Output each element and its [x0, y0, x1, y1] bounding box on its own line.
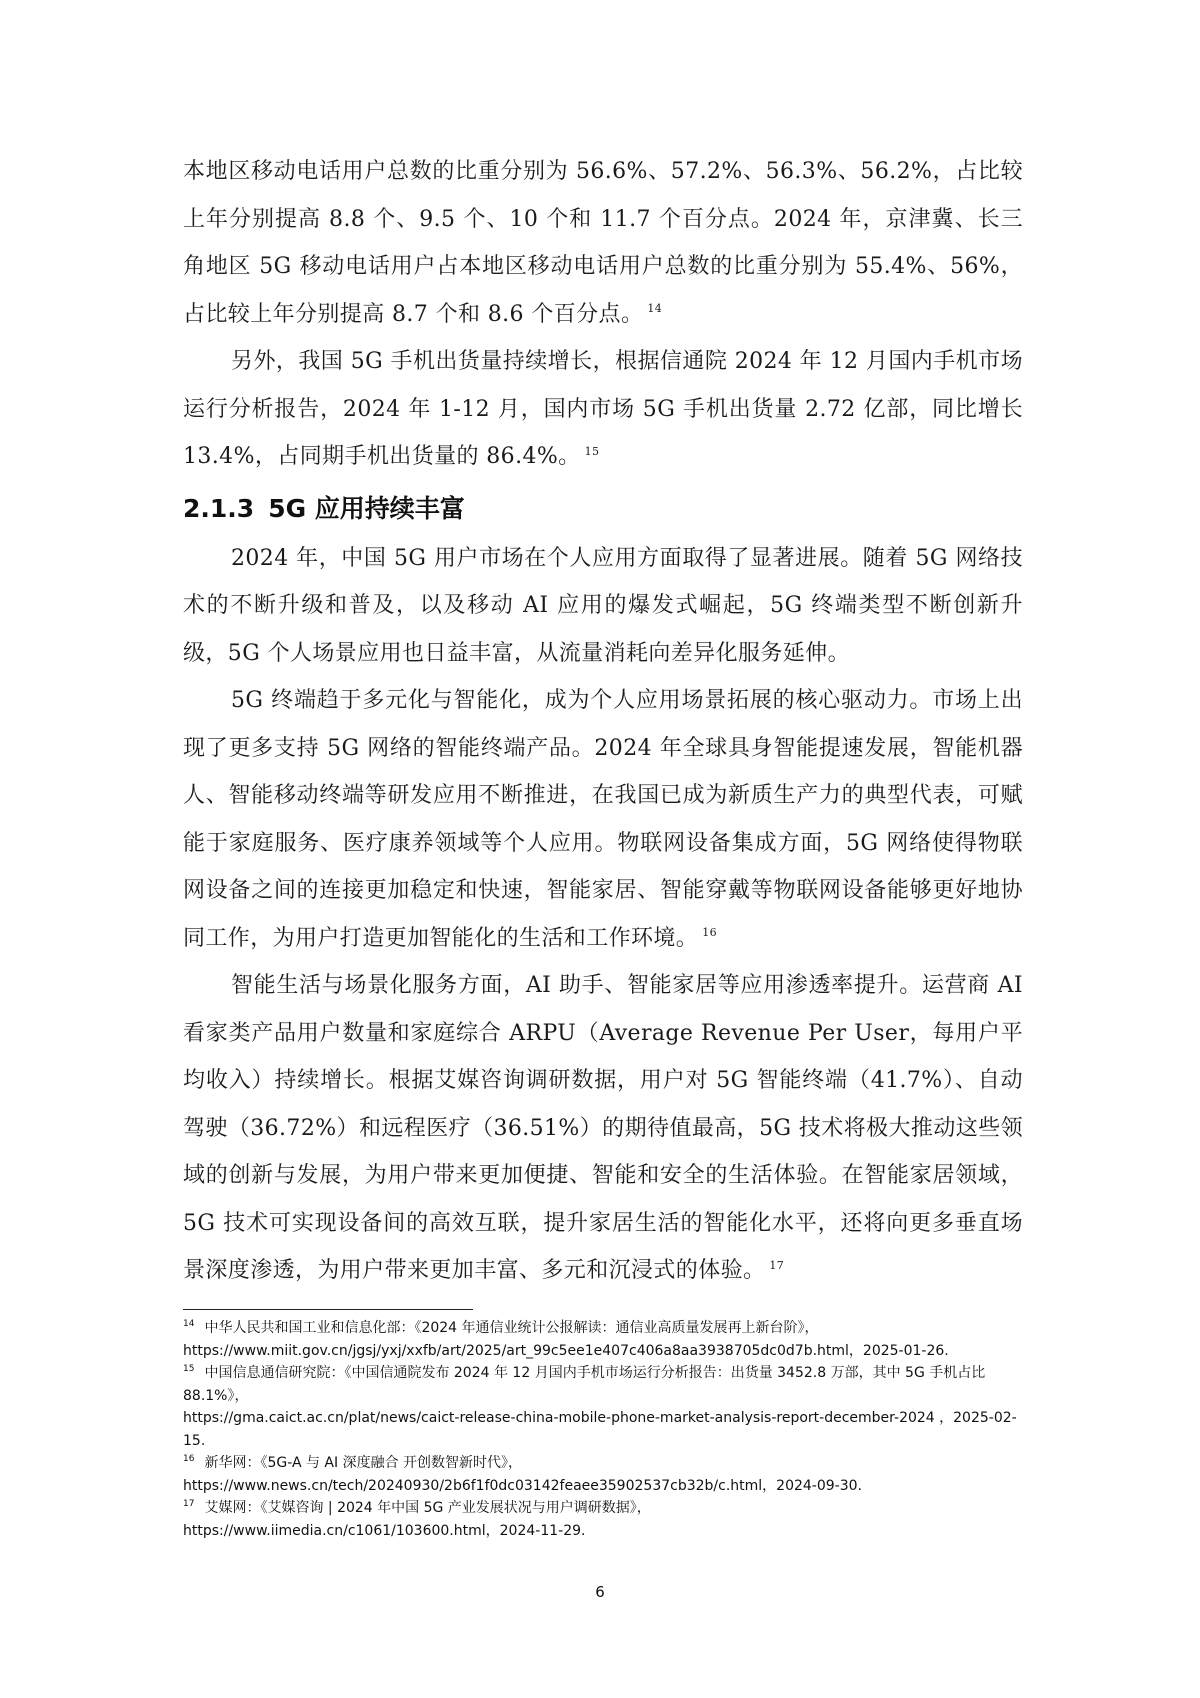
section-heading — [183, 483, 1023, 535]
footnote-number: 16 — [183, 1454, 195, 1465]
footnote-number: 17 — [183, 1499, 195, 1510]
paragraph-smart-living: 智能生活与场景化服务方面，AI 助手、智能家居等应用渗透率提升。运营商 AI 看家类产品用户数量和家庭综合 ARPU（Average Revenue Per User，每用户平均收入）持续增长。根据艾媒咨询调研数据，用户对 5G 智能终端（41.7%）、自动驾驶（36.72%）和远程医疗（36.51%）的期待值最高，5G 技术将极大推动这些领域的创新与发展，为用户带来更加便捷、智能和安全的生活体验。在智能家居领域，5G 技术可实现设备间的高效互联，提升家居生活的智能化水平，还将向更多垂直场景深度渗透，为用户带来更加丰富、多元和沉浸式的体验。 $^{17}$ — [183, 973, 1023, 1283]
footnote-ref-15[interactable]: 15 — [584, 444, 600, 458]
footnote-number: 15 — [183, 1364, 195, 1375]
footnote-text: 中国信息通信研究院：《中国信通院发布 2024 年 12 月国内手机市场运行分析报告：出货量 3452.8 万部，其中 5G 手机占比 88.1%》， — [183, 1365, 986, 1404]
footnotes — [183, 1317, 1023, 1542]
footnote-17 — [183, 1497, 1023, 1542]
footnote-link[interactable]: https://gma.caict.ac.cn/plat/news/caict-release-china-mobile-phone-market-analysis-report-december-2024 ，2025-02-15. — [183, 1410, 1017, 1449]
footnote-text: 艾媒网：《艾媒咨询 | 2024 年中国 5G 产业发展状况与用户调研数据》， — [204, 1500, 651, 1516]
footnote-divider — [183, 1309, 473, 1310]
footnote-text: 新华网：《5G-A 与 AI 深度融合 开创数智新时代》， — [204, 1455, 523, 1471]
paragraph-user-share: 本地区移动电话用户总数的比重分别为 56.6%、57.2%、56.3%、56.2%，占比较上年分别提高 8.8 个、9.5 个、10 个和 11.7 个百分点。2024 年，京津冀、长三角地区 5G 移动电话用户占本地区移动电话用户总数的比重分别为 55.4%、56%，占比较上年分别提高 8.7 个和 8.6 个百分点。 $^{14}$ — [183, 159, 1023, 327]
section-number: 2.1.3 — [183, 493, 255, 523]
paragraph-smart-terminals: 5G 终端趋于多元化与智能化，成为个人应用场景拓展的核心驱动力。市场上出现了更多支持 5G 网络的智能终端产品。2024 年全球具身智能提速发展，智能机器人、智能移动终端等研发应用不断推进，在我国已成为新质生产力的典型代表，可赋能于家庭服务、医疗康养领域等个人应用。物联网设备集成方面，5G 网络使得物联网设备之间的连接更加稳定和快速，智能家居、智能穿戴等物联网设备能够更好地协同工作，为用户打造更加智能化的生活和工作环境。 $^{16}$ — [183, 688, 1023, 951]
footnote-link[interactable]: https://www.miit.gov.cn/jgsj/yxj/xxfb/art/2025/art_99c5ee1e407c406a8aa3938705dc0d7b.html，2025-01-26. — [183, 1342, 949, 1359]
footnote-link[interactable]: https://www.news.cn/tech/20240930/2b6f1f0dc03142feaee35902537cb32b/c.html，2024-09-30. — [183, 1477, 862, 1494]
page-number: 6 — [595, 1583, 605, 1601]
footnote-14 — [183, 1317, 1023, 1362]
footnote-text: 中华人民共和国工业和信息化部：《2024 年通信业统计公报解读：通信业高质量发展再上新台阶》， — [204, 1320, 819, 1336]
footnote-16 — [183, 1452, 1023, 1497]
footnote-ref-16[interactable]: 16 — [702, 926, 718, 940]
footnote-number: 14 — [183, 1319, 195, 1330]
paragraph-5g-shipments: 另外，我国 5G 手机出货量持续增长，根据信通院 2024 年 12 月国内手机市场运行分析报告，2024 年 1-12 月，国内市场 5G 手机出货量 2.72 亿部，同比增长 13.4%，占同期手机出货量的 86.4%。 $^{15}$ — [183, 349, 1023, 469]
footnote-ref-17[interactable]: 17 — [769, 1258, 785, 1272]
footnote-ref-14[interactable]: 14 — [647, 302, 663, 316]
document-body — [183, 148, 1023, 1295]
paragraph-personal-applications: 2024 年，中国 5G 用户市场在个人应用方面取得了显著进展。随着 5G 网络技术的不断升级和普及，以及移动 AI 应用的爆发式崛起，5G 终端类型不断创新升级，5G 个人场景应用也日益丰富，从流量消耗向差异化服务延伸。 — [183, 545, 1023, 666]
footnote-link[interactable]: https://www.iimedia.cn/c1061/103600.html，2024-11-29. — [183, 1522, 586, 1539]
footnote-15 — [183, 1362, 1023, 1452]
section-title: 5G 应用持续丰富 — [268, 493, 465, 523]
